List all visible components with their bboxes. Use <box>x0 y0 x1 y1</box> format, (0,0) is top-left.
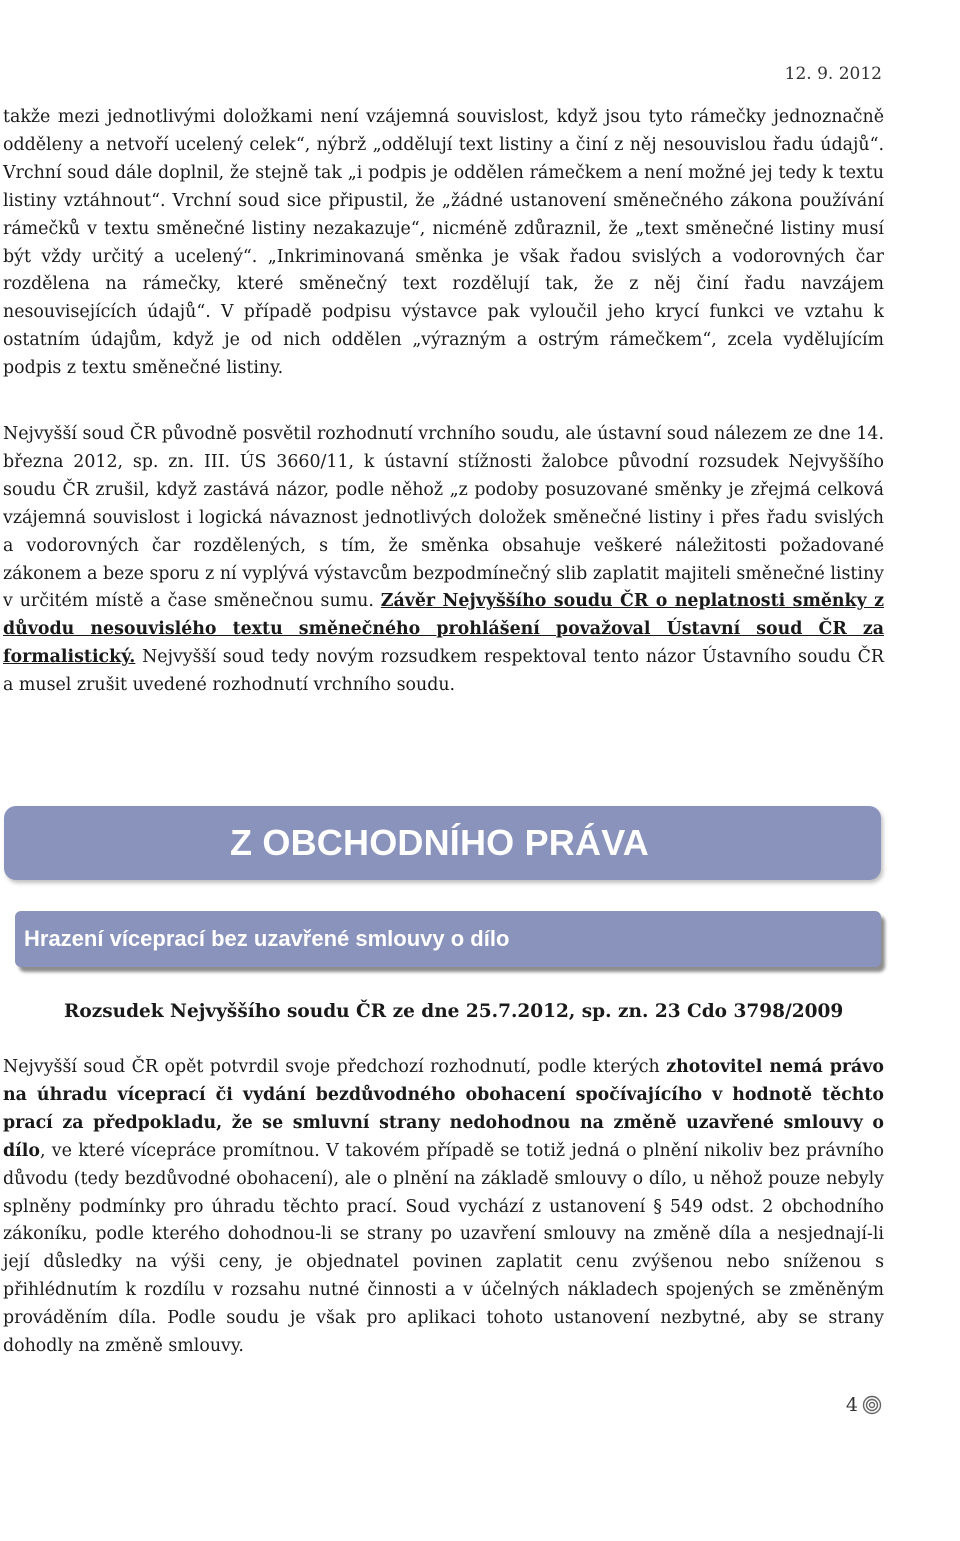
target-icon <box>862 1395 882 1415</box>
paragraph-constitutional-court <box>3 421 884 700</box>
section-title: Z OBCHODNÍHO PRÁVA <box>230 822 649 863</box>
paragraph-tail-text: , ve které vícepráce promítnou. V takovém případě se totiž jedná o plnění nikoliv bez právního důvodu (tedy bezdůvodné obohacení), ale o plnění na základě smlouvy o dílo, u něhož pouze nebyly splněny podmínky pro úhradu těchto prací. Soud vychází z ustanovení § 549 odst. 2 obchodního zákoníku, podle kterého dohodnou-li se strany po uzavření smlouvy na změně díla a nesjednají-li její důsledky na výši ceny, je objednatel povinen zaplatit cenu zvýšenou nebo sníženou s přihlédnutím k rozdílu v rozsahu nutné činnosti a v účelných nákladech spojených se změněným prováděním díla. Podle soudu je však pro aplikaci tohoto ustanovení nezbytné, aby se strany dohodly na změně smlouvy. <box>3 1140 884 1357</box>
article-banner <box>15 911 881 967</box>
page-number: 4 <box>845 1394 858 1416</box>
emphasized-conclusion: Závěr Nejvyššího soudu ČR o neplatnosti směnky z důvodu nesouvislého textu směnečného prohlášení považoval Ústavní soud ČR za formalistický. <box>3 591 885 668</box>
emphasized-rule: zhotovitel nemá právo na úhradu víceprací či vydání bezdůvodného obohacení spočívajícího v hodnotě těchto prací za předpokladu, že se smluvní strany nedohodnou na změně uzavřené smlouvy o dílo <box>3 1057 885 1161</box>
paragraph-tail-text: Nejvyšší soud tedy novým rozsudkem respektoval tento názor Ústavního soudu ČR a musel zrušit uvedené rozhodnutí vrchního soudu. <box>3 647 884 696</box>
paragraph-extra-work <box>3 1054 884 1361</box>
case-reference: Rozsudek Nejvyššího soudu ČR ze dne 25.7.2012, sp. zn. 23 Cdo 3798/2009 <box>64 1001 844 1022</box>
paragraph-court-reasoning: takže mezi jednotlivými doložkami není vzájemná souvislost, když jsou tyto rámečky jednoznačně odděleny a netvoří ucelený celek“, nýbrž „oddělují text listiny a činí z něj nesouvislou řadu údajů“. Vrchní soud dále doplnil, že stejně tak „i podpis je oddělen rámečkem a není možné jej tedy k textu listiny vztáhnout“. Vrchní soud sice připustil, že „žádné ustanovení směnečného zákona používání rámečků v textu směnečné listiny nezakazuje“, nicméně zdůraznil, že „text směnečné listiny musí být vždy určitý a ucelený“. „Inkriminovaná směnka je však řadou svislých a vodorovných čar rozdělena na rámečky, které směnečný text rozdělují tak, že z něj činí řadu navzájem nesouvisejících údajů“. V případě podpisu výstavce pak vyloučil jeho krycí funkci ve vztahu k ostatním údajům, když je od nich oddělen „výrazným a ostrým rámečkem“, zcela vydělujícím podpis z textu směnečné listiny. <box>3 107 884 379</box>
page-date: 12. 9. 2012 <box>784 64 882 84</box>
paragraph-main-text: Nejvyšší soud ČR původně posvětil rozhodnutí vrchního soudu, ale ústavní soud nálezem ze dne 14. března 2012, sp. zn. III. ÚS 3660/11, k ústavní stížnosti žalobce původní rozsudek Nejvyššího soudu ČR zrušil, když zastává názor, podle něhož „z podoby posuzované směnky je zřejmá celková vzájemná souvislost i logická návaznost jednotlivých doložek směnečné listiny i přes řadu svislých a vodorovných čar rozdělených, s tím, že směnka obsahuje veškeré náležitosti požadované zákonem a beze sporu z ní vyplývá výstavcům bezpodmínečný slib zaplatit majiteli směnečné listiny v určitém místě a čase směnečnou sumu. <box>3 424 884 612</box>
article-title: Hrazení víceprací bez uzavřené smlouvy o dílo <box>24 926 510 951</box>
paragraph-lead-text: Nejvyšší soud ČR opět potvrdil svoje předchozí rozhodnutí, podle kterých <box>3 1057 660 1077</box>
section-banner <box>4 806 881 880</box>
page-footer <box>846 1394 882 1416</box>
